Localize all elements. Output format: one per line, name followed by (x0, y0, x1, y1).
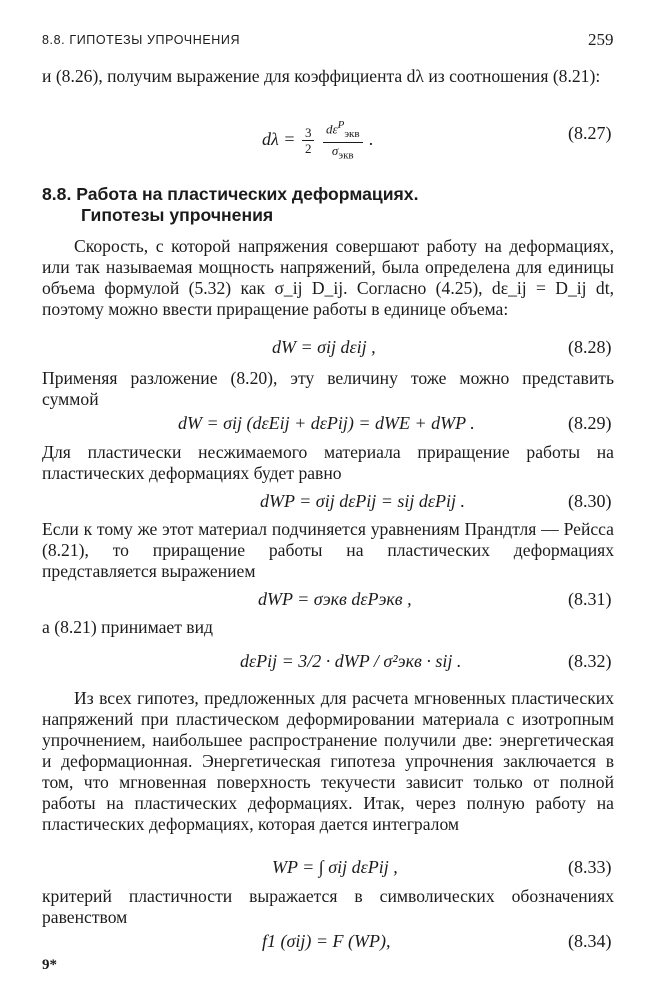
equation-body: dWP = σэкв dεPэкв , (258, 589, 412, 609)
equation-body: dεPij = 3/2 · dWP / σ²экв · sij . (240, 651, 462, 671)
fraction-denominator (329, 143, 357, 164)
paragraph-text: критерий пластичности выражается в символических обозначениях равенством (42, 886, 614, 927)
paragraph-text: Из всех гипотез, предложенных для расчета мгновенных пластических напряжений при пластическом деформировании материала с изотропным упрочнением, наибольшее распространение получили две: энергетическая и деформационная. Энергетическая гипотеза упрочнения заключается в том, что мгновенная поверхность текучести зависит только от полной работы на пластических деформациях. Итак, через полную работу на пластических деформациях, которая дается интегралом (42, 688, 614, 834)
equation-number: (8.34) (568, 931, 612, 951)
signature-mark: 9* (42, 957, 57, 973)
page-number: 259 (588, 30, 614, 49)
equation-number: (8.33) (568, 857, 612, 877)
page-header (0, 30, 661, 52)
den-symbol: σ (331, 142, 339, 158)
paragraph-decomposition (42, 368, 614, 410)
equation-body: dWP = σij dεPij = sij dεPij . (260, 491, 466, 511)
equation-8-32 (0, 646, 661, 680)
paragraph-text: Скорость, с которой напряжения совершают работу на деформациях, или так называемая мощность напряжений, была определена для единицы объема формулой (5.32) как σ_ij D_ij. Согласно (4.25), dε_ij = D_ij dt, поэтому можно ввести приращение работы в единице объема: (42, 236, 614, 319)
strain-stress-fraction (323, 118, 363, 164)
coefficient-fraction (302, 125, 315, 156)
num-sup: P (337, 119, 345, 131)
num-symbol: dε (325, 121, 338, 137)
equation-body: dW = σij dεij , (272, 337, 376, 357)
paragraph-takes-form (42, 617, 614, 638)
equation-8-31 (0, 584, 661, 618)
eq-8-27-lhs: dλ = (262, 128, 296, 149)
den-sub: экв (338, 149, 354, 162)
equation-number: (8.27) (568, 123, 612, 143)
equation-body: dW = σij (dεEij + dεPij) = dWE + dWP . (178, 413, 475, 433)
paragraph-hardening-hypotheses (42, 688, 614, 835)
section-heading (42, 184, 614, 226)
paragraph-plasticity-criterion (42, 886, 614, 928)
equation-8-29 (0, 408, 661, 442)
running-head: 8.8. ГИПОТЕЗЫ УПРОЧНЕНИЯ (42, 33, 241, 47)
equation-number: (8.29) (568, 413, 612, 433)
section-title-line-1: 8.8. Работа на пластических деформациях. (42, 184, 419, 204)
coeff-numerator: 3 (302, 125, 315, 141)
paragraph-incompressible (42, 442, 614, 484)
paragraph-text: Для пластически несжимаемого материала приращение работы на пластических деформациях будет равно (42, 442, 614, 483)
equation-8-27-body (262, 118, 374, 164)
intro-text: и (8.26), получим выражение для коэффициента dλ из соотношения (8.21): (42, 66, 601, 86)
paragraph-text: Применяя разложение (8.20), эту величину тоже можно представить суммой (42, 368, 614, 409)
paragraph-text: Если к тому же этот материал подчиняется уравнениям Прандтля — Рейсса (8.21), то приращение работы на пластических деформациях представляется выражением (42, 519, 614, 581)
equation-8-30 (0, 486, 661, 520)
section-title-line-2: Гипотезы упрочнения (81, 205, 274, 225)
equation-8-34 (0, 926, 661, 960)
fraction-numerator (323, 118, 363, 143)
equation-8-33 (0, 852, 661, 886)
eq-8-27-end: . (369, 128, 374, 149)
equation-body: f1 (σij) = F (WP), (262, 931, 391, 951)
equation-body: WP = ∫ σij dεPij , (272, 857, 398, 877)
paragraph-power-of-stresses (42, 236, 614, 320)
equation-number: (8.28) (568, 337, 612, 357)
coeff-denominator: 2 (304, 141, 312, 157)
paragraph-prandtl-reuss (42, 519, 614, 582)
num-sub: экв (344, 127, 360, 140)
equation-number: (8.30) (568, 491, 612, 511)
equation-8-27 (0, 118, 661, 162)
equation-number: (8.31) (568, 589, 612, 609)
intro-paragraph (42, 66, 614, 87)
equation-8-28 (0, 332, 661, 366)
equation-number: (8.32) (568, 651, 612, 671)
paragraph-text: а (8.21) принимает вид (42, 617, 213, 637)
